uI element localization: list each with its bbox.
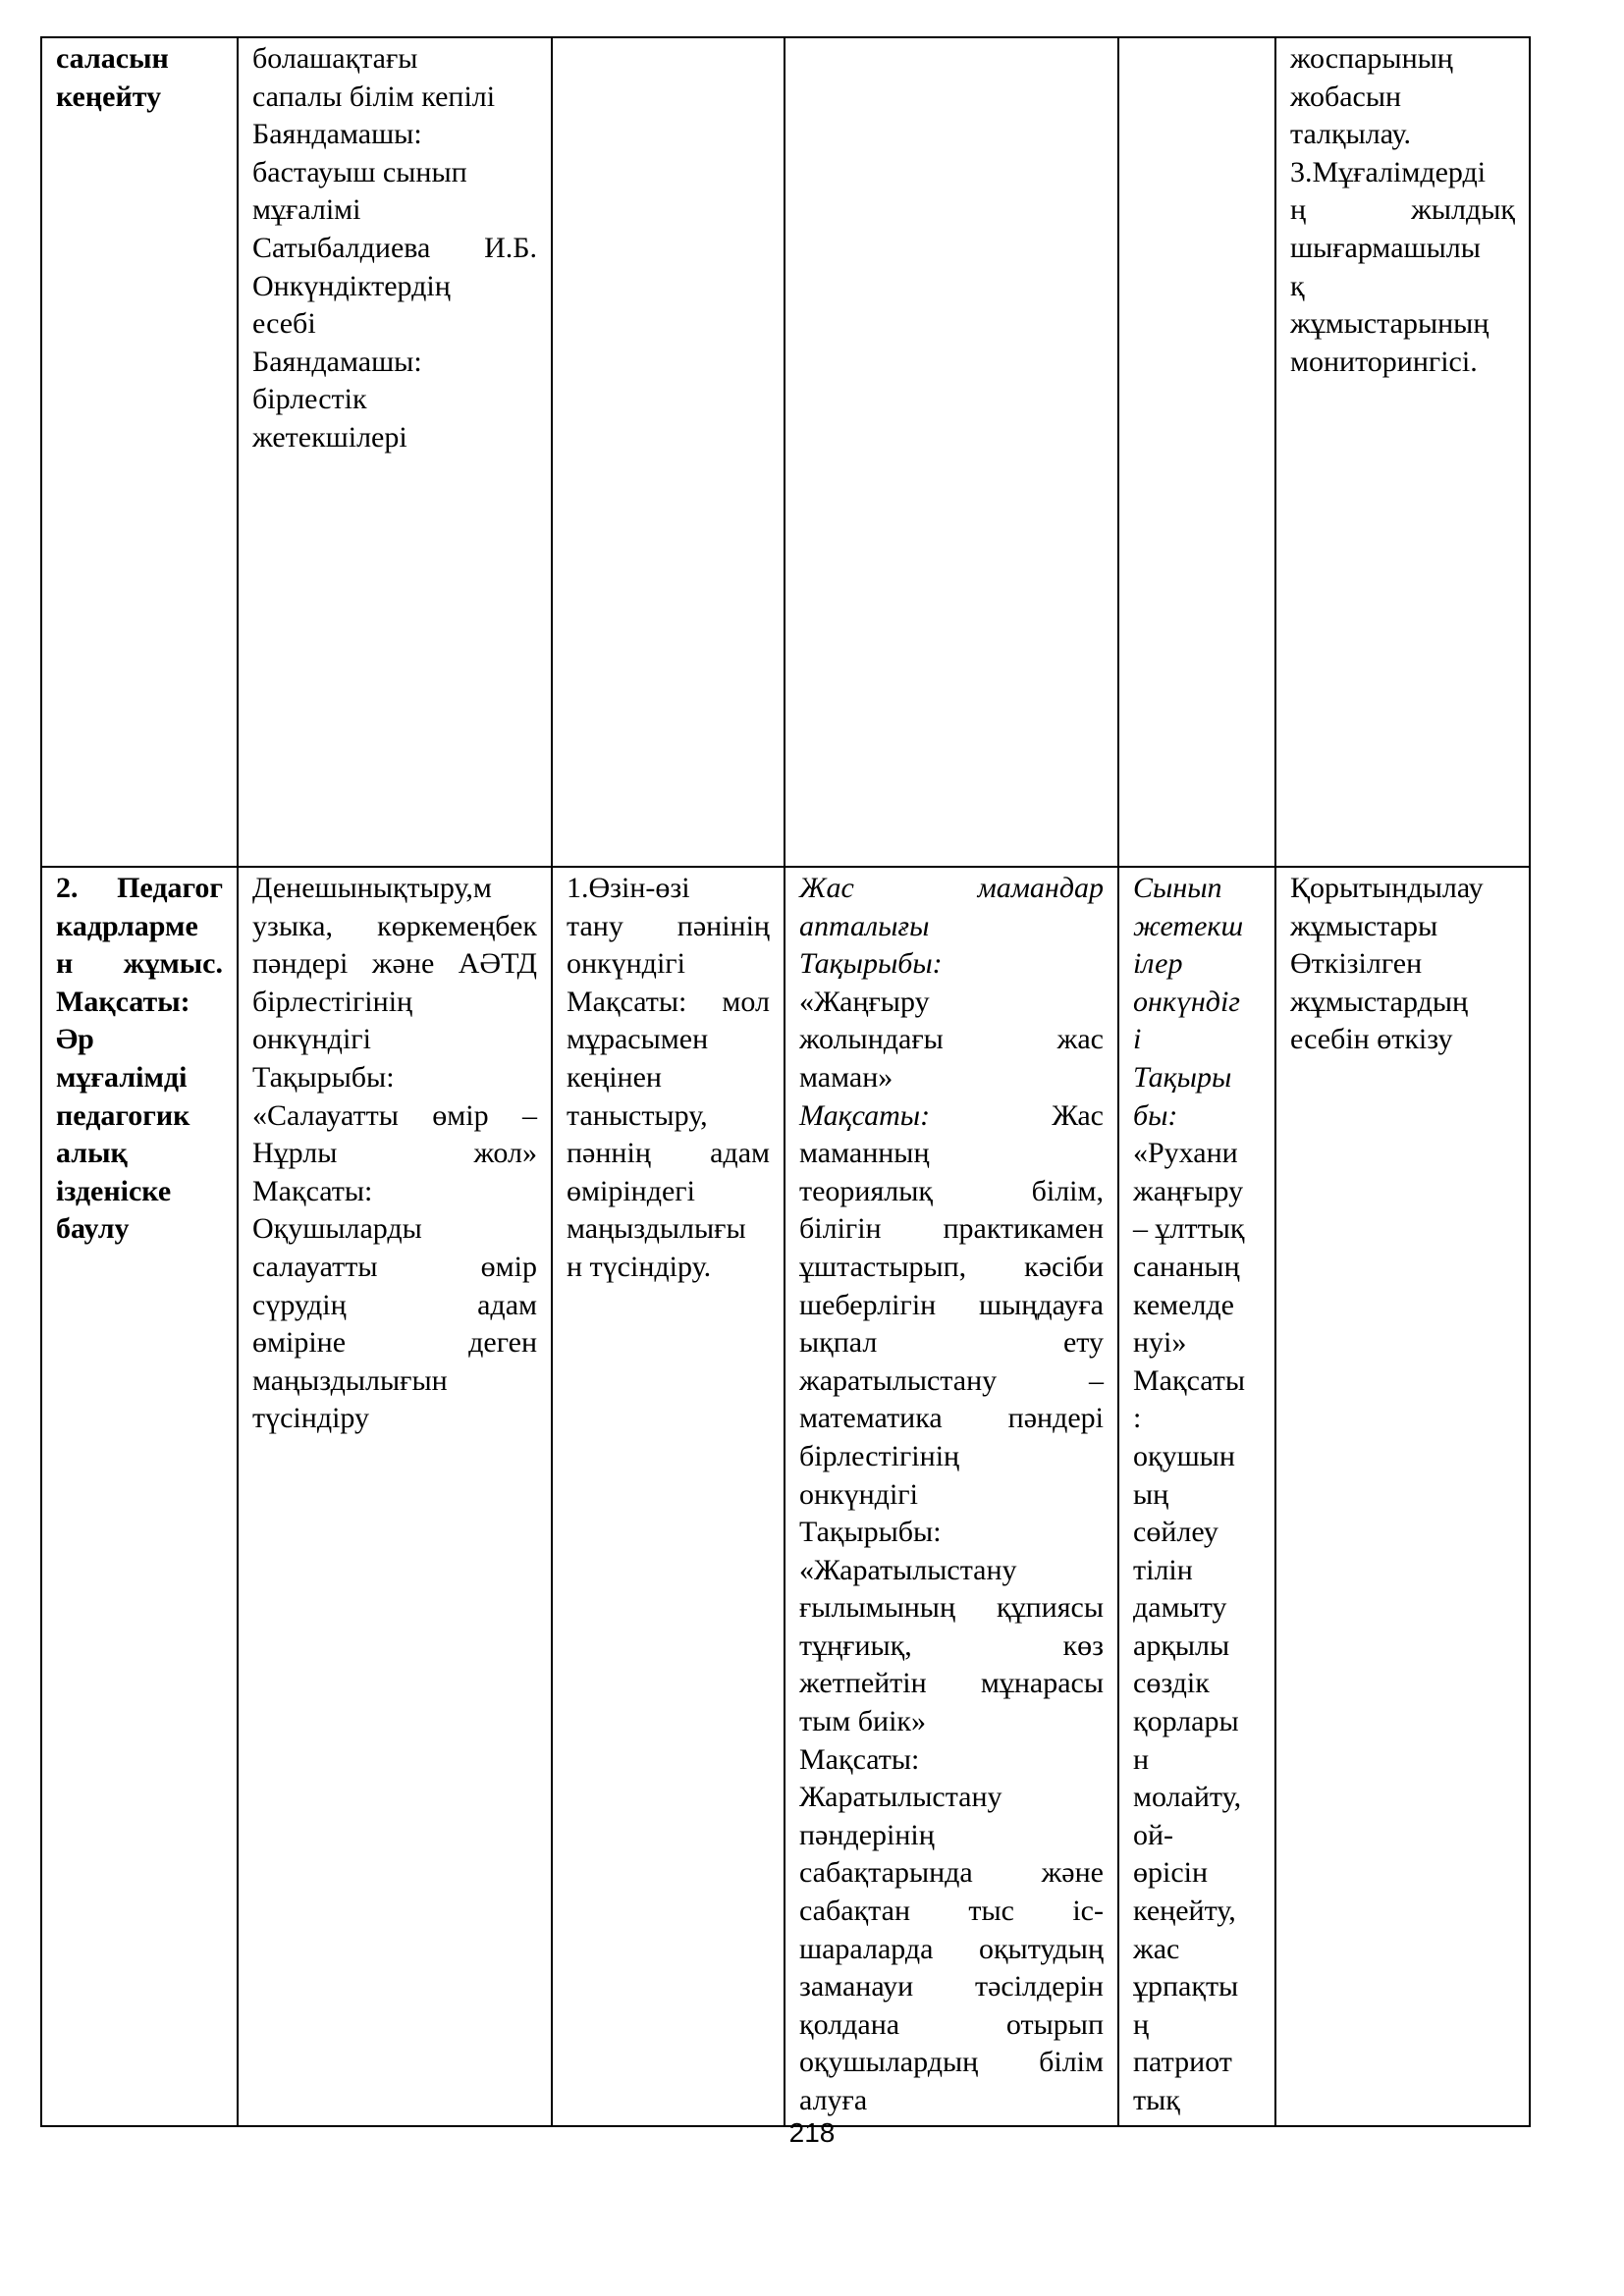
- text-line: оқушылардың білім: [799, 2046, 1104, 2079]
- row2-col4-goal-line: [799, 1097, 1104, 1136]
- text-line: бы:: [1133, 1098, 1178, 1132]
- text-line: 1.Өзін-өзі: [567, 872, 690, 904]
- text-line: Тақырыбы:: [799, 947, 943, 981]
- text-line: онкүндігі: [252, 1023, 371, 1056]
- text-line: арқылы: [1133, 1629, 1230, 1662]
- text-line: н түсіндіру.: [567, 1250, 712, 1283]
- row2-col4-cell: [785, 867, 1118, 2126]
- text-line: апталығы: [799, 909, 930, 942]
- text-line: талқылау.: [1290, 118, 1412, 151]
- text-line: ұштастырып, кәсіби: [799, 1250, 1104, 1283]
- text-line: жолындағы жас: [799, 1023, 1104, 1056]
- text-line: «Рухани: [1133, 1137, 1238, 1170]
- text-line: тілін: [1133, 1553, 1193, 1586]
- text-line: Денешынықтыру,м: [252, 872, 492, 904]
- row2-col1-cell: [41, 867, 238, 2126]
- row1-col5-cell: [1118, 37, 1275, 867]
- text-line: кемелде: [1133, 1288, 1234, 1321]
- text-line: бірлестігінің: [799, 1439, 960, 1472]
- text-line: шығармашылы: [1290, 231, 1481, 264]
- text-line: алық: [56, 1137, 128, 1170]
- text-line: «Жаңғыру: [799, 985, 930, 1018]
- text-line: мұғалімі: [252, 193, 361, 227]
- row1-col4-cell: [785, 37, 1118, 867]
- text-line: Мақсаты:: [56, 985, 190, 1018]
- text-line: маманның: [799, 1137, 930, 1170]
- text-line: сапалы білім кепілі: [252, 80, 496, 113]
- text-line: онкүндігі: [799, 1477, 918, 1511]
- text-line: сабақтарында және: [799, 1856, 1104, 1890]
- text-line: і: [1133, 1023, 1142, 1056]
- text-line: оқушын: [1133, 1439, 1235, 1472]
- work-plan-table: [40, 36, 1531, 2127]
- text-line: маңыздылығы: [567, 1212, 746, 1246]
- text-line: жаңғыру: [1133, 1174, 1244, 1207]
- row2-col5-body-block: [1133, 1135, 1261, 2119]
- text-line: Әр: [56, 1023, 94, 1056]
- text-line: Сатыбалдиева И.Б.: [252, 231, 537, 264]
- text-line: мұғалімді: [56, 1060, 188, 1094]
- text-line: ың: [1133, 1477, 1169, 1511]
- text-line: Жаратылыстану: [799, 1781, 1002, 1814]
- text-line: жобасын: [1290, 80, 1402, 113]
- text-line: жұмыстарының: [1290, 307, 1489, 341]
- text-line: маман»: [799, 1060, 893, 1094]
- text-line: өрісін: [1133, 1856, 1209, 1890]
- text-line: Тақыры: [1133, 1060, 1232, 1094]
- text-line: ң: [1133, 2007, 1150, 2041]
- text-line: ой-: [1133, 1818, 1174, 1851]
- text-line: жоспарының: [1290, 42, 1453, 75]
- text-line: 3.Мұғалімдерді: [1290, 155, 1487, 188]
- text-line: Тақырыбы:: [252, 1060, 395, 1094]
- text-line: математика пәндері: [799, 1402, 1104, 1435]
- text-line: тым биік»: [799, 1705, 926, 1738]
- row1-col2-cell: [238, 37, 552, 867]
- text-line: Оқушыларды: [252, 1212, 422, 1246]
- text-line: таныстыру,: [567, 1098, 708, 1132]
- text-line: молайту,: [1133, 1781, 1242, 1814]
- text-line: Онкүндіктердің: [252, 269, 451, 302]
- row2-col5-italic-block: [1133, 870, 1261, 1135]
- text-line: Баяндамашы:: [252, 118, 422, 151]
- table-row: [41, 867, 1530, 2126]
- page-number: 218: [788, 2117, 836, 2148]
- text-line: сананың: [1133, 1250, 1240, 1283]
- text-line: шараларда оқытудың: [799, 1932, 1104, 1965]
- row2-col5-cell: [1118, 867, 1275, 2126]
- row1-col1-cell: [41, 37, 238, 867]
- text-line: бастауыш сынып: [252, 155, 467, 188]
- row1-col6-cell: [1275, 37, 1530, 867]
- text-line: алуға: [799, 2084, 868, 2116]
- text-line: білігін практикамен: [799, 1212, 1104, 1246]
- text-line: есебі: [252, 307, 316, 341]
- text-line: онкүндігі: [567, 947, 685, 981]
- text-line: тану пәнінің: [567, 909, 770, 942]
- text-line: нуі»: [1133, 1326, 1187, 1360]
- text-line: түсіндіру: [252, 1402, 370, 1435]
- text-line: Баяндамашы:: [252, 345, 422, 378]
- text-line: пәндері және АӘТД: [252, 947, 537, 981]
- text-line: патриот: [1133, 2046, 1232, 2079]
- text-line: кадрларме: [56, 909, 198, 942]
- text-line: ізденіске: [56, 1174, 172, 1207]
- text-line: кеңінен: [567, 1060, 662, 1094]
- row2-col4-theme-block: [799, 984, 1104, 1097]
- row2-col4-goal-first-word: Жас: [1052, 1098, 1104, 1132]
- text-line: ғылымының құпиясы: [799, 1591, 1104, 1625]
- text-line: узыка, көркемеңбек: [252, 909, 537, 942]
- text-line: ілер: [1133, 947, 1183, 981]
- text-line: жұмыстары: [1290, 909, 1438, 942]
- text-line: тұңғиық, көз: [799, 1629, 1104, 1662]
- text-line: пәннің адам: [567, 1137, 770, 1170]
- text-line: қ: [1290, 269, 1305, 302]
- text-line: – ұлттық: [1133, 1212, 1245, 1246]
- text-line: сүрудің адам: [252, 1288, 537, 1321]
- text-line: сабақтан тыс іс-: [799, 1895, 1104, 1928]
- text-line: баулу: [56, 1212, 130, 1246]
- text-line: онкүндіг: [1133, 985, 1241, 1018]
- text-line: Мақсаты: [1133, 1363, 1246, 1397]
- text-line: ң жылдық: [1290, 193, 1515, 227]
- text-line: заманауи тәсілдерін: [799, 1970, 1104, 2003]
- text-line: Мақсаты: мол: [567, 985, 770, 1018]
- text-line: Сынып: [1133, 872, 1222, 904]
- text-line: Тақырыбы:: [799, 1516, 942, 1549]
- row2-col3-cell: [552, 867, 785, 2126]
- text-line: қорлары: [1133, 1705, 1239, 1738]
- text-line: :: [1133, 1402, 1142, 1435]
- row1-col3-cell: [552, 37, 785, 867]
- text-line: сөйлеу: [1133, 1516, 1218, 1549]
- text-line: салауатты өмір: [252, 1250, 537, 1283]
- row2-col4-goal-label: Мақсаты:: [799, 1098, 931, 1132]
- text-line: жаратылыстану –: [799, 1363, 1104, 1397]
- text-line: саласын: [56, 42, 169, 75]
- text-line: болашақтағы: [252, 42, 418, 75]
- row2-col4-italic-block: [799, 870, 1104, 984]
- text-line: бірлестігінің: [252, 985, 413, 1018]
- text-line: н: [1133, 1742, 1150, 1776]
- text-line: педагогик: [56, 1098, 190, 1132]
- text-line: қолдана отырып: [799, 2007, 1104, 2041]
- text-line: өміріндегі: [567, 1174, 695, 1207]
- text-line: мұрасымен: [567, 1023, 709, 1056]
- text-line: кеңейту,: [1133, 1895, 1236, 1928]
- text-line: кеңейту: [56, 80, 162, 113]
- text-line: жетпейтін мұнарасы: [799, 1667, 1104, 1700]
- text-line: Жас мамандар: [799, 872, 1104, 904]
- text-line: бірлестік: [252, 383, 367, 416]
- text-line: жұмыстардың: [1290, 985, 1469, 1018]
- text-line: ұрпақты: [1133, 1970, 1239, 2003]
- text-line: сөздік: [1133, 1667, 1210, 1700]
- text-line: н жұмыс.: [56, 947, 223, 981]
- text-line: Нұрлы жол»: [252, 1137, 537, 1170]
- text-line: «Салауатты өмір –: [252, 1098, 537, 1132]
- row2-col4-body-block: [799, 1135, 1104, 2119]
- row2-col2-cell: [238, 867, 552, 2126]
- text-line: тық: [1133, 2084, 1180, 2116]
- table-row: [41, 37, 1530, 867]
- text-line: «Жаратылыстану: [799, 1553, 1017, 1586]
- text-line: 2. Педагог: [56, 872, 223, 904]
- text-line: өміріне деген: [252, 1326, 537, 1360]
- text-line: Қорытындылау: [1290, 872, 1484, 904]
- text-line: жас: [1133, 1932, 1180, 1965]
- text-line: шеберлігін шыңдауға: [799, 1288, 1104, 1321]
- text-line: есебін өткізу: [1290, 1023, 1453, 1056]
- text-line: маңыздылығын: [252, 1363, 448, 1397]
- text-line: Өткізілген: [1290, 947, 1423, 981]
- text-line: мониторингісі.: [1290, 345, 1478, 378]
- text-line: теориялық білім,: [799, 1174, 1104, 1207]
- row2-col6-cell: [1275, 867, 1530, 2126]
- text-line: ықпал ету: [799, 1326, 1104, 1360]
- text-line: Мақсаты:: [252, 1174, 373, 1207]
- text-line: жетекш: [1133, 909, 1244, 942]
- text-line: Мақсаты:: [799, 1742, 920, 1776]
- text-line: дамыту: [1133, 1591, 1227, 1625]
- text-line: жетекшілері: [252, 420, 407, 454]
- text-line: пәндерінің: [799, 1818, 935, 1851]
